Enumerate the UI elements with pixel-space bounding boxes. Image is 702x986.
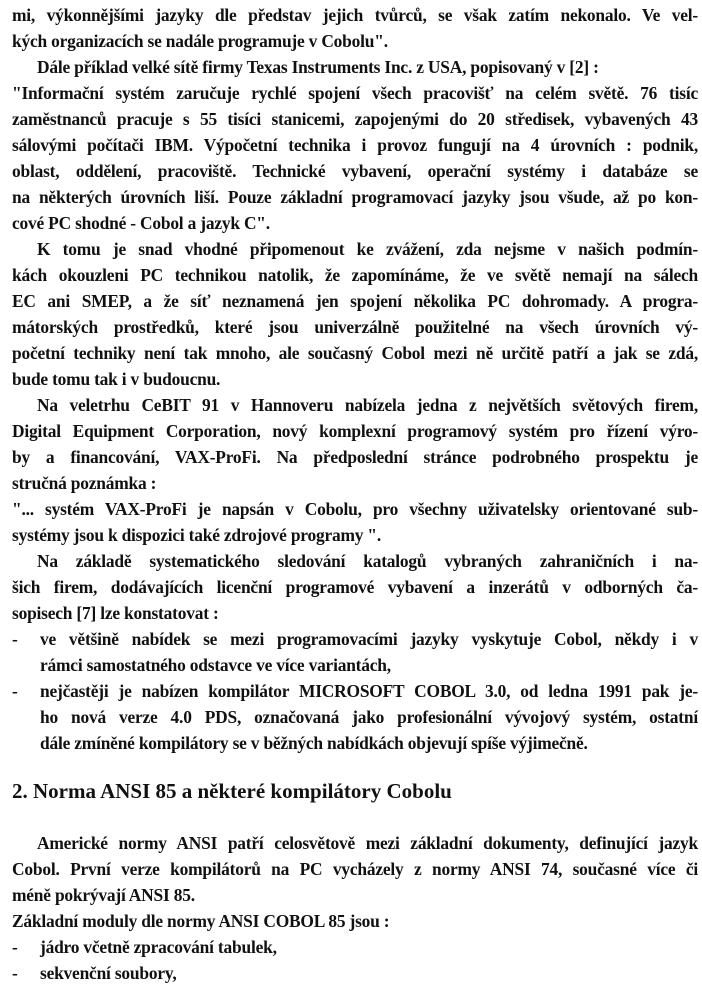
list-bullet: - [12, 629, 18, 649]
list-item-line: dále zmíněné kompilátory se v běžných nabídkách objevují spíše výjimečně. [40, 733, 588, 753]
text-line: Digital Equipment Corporation, nový komplexní programový systém pro řízení výro- [12, 421, 698, 441]
text-line: "... systém VAX-ProFi je napsán v Cobolu, pro všechny uživatelsky orientované sub- [12, 499, 698, 519]
list-bullet: - [12, 681, 18, 701]
text-line: oblast, oddělení, pracoviště. Technické vybavení, operační systémy i databáze se [12, 161, 698, 181]
text-line: K tomu je snad vhodné připomenout ke zvážení, zda nejsme v našich podmín- [37, 239, 698, 259]
text-line: sálovými počítači IBM. Výpočetní technika i provoz fungují na 4 úrovních : podnik, [12, 135, 698, 155]
text-line: stručná poznámka : [12, 473, 157, 493]
text-line: Americké normy ANSI patří celosvětově mezi základní dokumenty, definující jazyk [37, 833, 698, 853]
list-item-line: nejčastěji je nabízen kompilátor MICROSOFT COBOL 3.0, od ledna 1991 pak je- [40, 681, 698, 701]
text-line: Na základě systematického sledování katalogů vybraných zahraničních i na- [37, 551, 698, 571]
text-line: početní techniky není tak mnoho, ale současný Cobol mezi ně určitě patří a jak se zdá, [12, 343, 698, 363]
list-item-line: jádro včetně zpracování tabulek, [40, 937, 277, 957]
text-line: Základní moduly dle normy ANSI COBOL 85 jsou : [12, 911, 390, 931]
text-line: mi, výkonnějšími jazyky dle představ jejich tvůrců, se však zatím nekonalo. Ve vel- [12, 5, 698, 25]
text-line: Dále příklad velké sítě firmy Texas Instruments Inc. z USA, popisovaný v [2] : [37, 57, 599, 77]
list-item-line: sekvenční soubory, [40, 963, 177, 983]
list-item-line: ve většině nabídek se mezi programovacími jazyky vyskytuje Cobol, někdy i v [40, 629, 698, 649]
list-bullet: - [12, 963, 18, 983]
text-line: cové PC shodné - Cobol a jazyk C". [12, 213, 270, 233]
text-line: "Informační systém zaručuje rychlé spojení všech pracovišť na celém světě. 76 tisíc [12, 83, 698, 103]
list-item-line: ho nová verze 4.0 PDS, označovaná jako profesionální vývojový systém, ostatní [40, 707, 698, 727]
text-line: mátorských prostředků, které jsou univerzálně použitelné na všech úrovních vý- [12, 317, 698, 337]
text-line: EC ani SMEP, a že síť neznamená jen spojení několika PC dohromady. A progra- [12, 291, 698, 311]
list-item-line: rámci samostatného odstavce ve více variantách, [40, 655, 391, 675]
text-line: Cobol. První verze kompilátorů na PC vycházely z normy ANSI 74, současné více či [12, 859, 698, 879]
text-line: sopisech [7] lze konstatovat : [12, 603, 219, 623]
text-line: bude tomu tak i v budoucnu. [12, 369, 221, 389]
text-line: kých organizacích se nadále programuje v Cobolu". [12, 31, 388, 51]
list-bullet: - [12, 937, 18, 957]
text-line: systémy jsou k dispozici také zdrojové programy ". [12, 525, 382, 545]
text-line: Na veletrhu CeBIT 91 v Hannoveru nabízela jedna z největších světových firem, [37, 395, 698, 415]
text-line: kách okouzleni PC technikou natolik, že zapomínáme, že ve světě nemají na sálech [12, 265, 698, 285]
text-line: zaměstnanců pracuje s 55 tisíci stanicemi, zapojenými do 20 středisek, vybavených 43 [12, 109, 698, 129]
text-line: šich firem, dodávajících licenční programové vybavení a inzerátů v odborných ča- [12, 577, 698, 597]
text-line: na některých úrovních liší. Pouze základní programovací jazyky jsou všude, až po kon- [12, 187, 698, 207]
text-line: méně pokrývají ANSI 85. [12, 885, 195, 905]
text-line: by a financování, VAX-ProFi. Na předposlední stránce podrobného prospektu je [12, 447, 698, 467]
section-heading: 2. Norma ANSI 85 a některé kompilátory Cobolu [12, 779, 452, 803]
